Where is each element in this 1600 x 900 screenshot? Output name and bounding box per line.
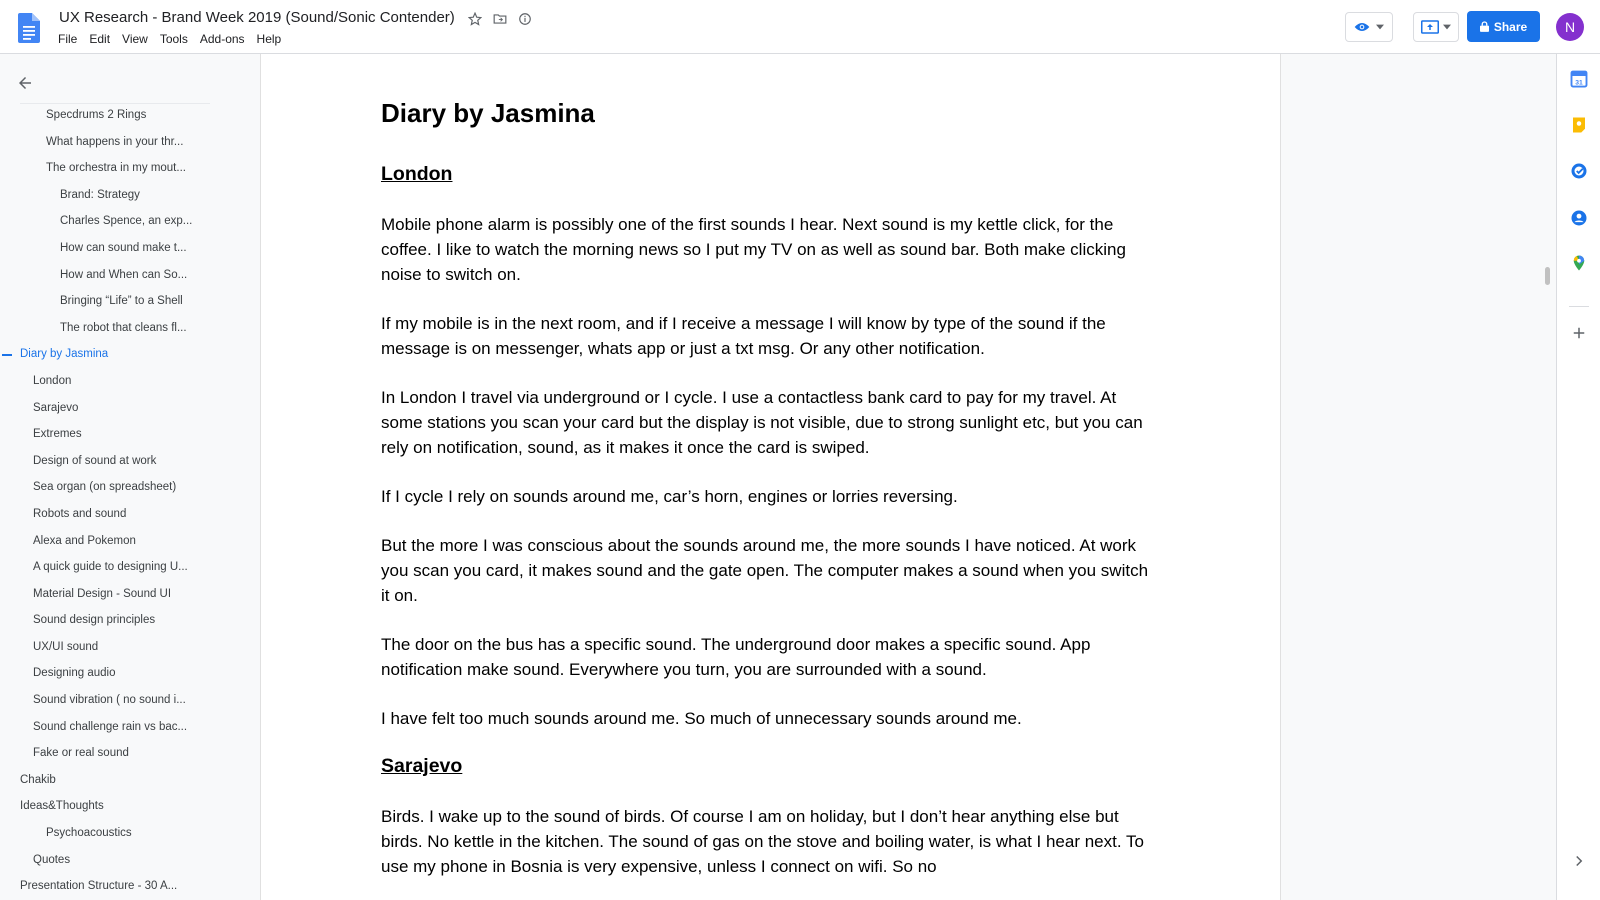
outline-item[interactable]: Material Design - Sound UI <box>33 587 172 600</box>
move-folder-icon[interactable] <box>491 10 509 28</box>
outline-item[interactable]: Chakib <box>20 773 56 786</box>
contacts-icon[interactable] <box>1570 209 1588 227</box>
menu-add-ons[interactable]: Add-ons <box>199 32 245 46</box>
outline-item[interactable]: How can sound make t... <box>60 241 187 254</box>
outline-item[interactable]: How and When can So... <box>60 268 188 281</box>
outline-item[interactable]: Diary by Jasmina <box>0 341 258 368</box>
outline-item[interactable]: Sound challenge rain vs bac... <box>33 720 188 733</box>
outline-item[interactable]: Sea organ (on spreadsheet) <box>33 481 177 494</box>
share-label: Share <box>1493 19 1528 34</box>
outline-item[interactable]: Quotes <box>33 853 71 866</box>
outline-item[interactable]: Designing audio <box>33 667 116 680</box>
share-button[interactable] <box>1467 11 1540 42</box>
outline-item[interactable]: Extremes <box>33 428 82 441</box>
maps-icon[interactable] <box>1570 254 1588 272</box>
keep-icon[interactable] <box>1570 116 1588 134</box>
outline-item[interactable]: Bringing “Life” to a Shell <box>60 295 183 308</box>
outline-item[interactable]: Sound design principles <box>33 614 156 627</box>
svg-text:31: 31 <box>1575 79 1583 87</box>
present-icon <box>1421 20 1439 34</box>
menu-bar <box>58 32 293 46</box>
present-button[interactable] <box>1413 12 1459 42</box>
outline-item[interactable]: The orchestra in my mout... <box>46 162 186 175</box>
outline-item[interactable]: Robots and sound <box>33 507 127 520</box>
outline-item[interactable]: Alexa and Pokemon <box>33 534 136 547</box>
star-icon[interactable] <box>466 10 484 28</box>
document-outline <box>0 54 258 900</box>
section-heading-sarajevo: Sarajevo <box>381 755 463 777</box>
docs-logo-icon[interactable] <box>18 13 40 43</box>
document-title[interactable]: UX Research - Brand Week 2019 (Sound/Sonic Contender) <box>59 9 455 26</box>
account-avatar[interactable]: N <box>1556 13 1584 41</box>
chevron-right-icon[interactable] <box>1570 852 1588 870</box>
paragraph: If I cycle I rely on sounds around me, car’s horn, engines or lorries reversing. <box>381 487 958 506</box>
side-panel <box>1556 54 1600 900</box>
outline-item[interactable]: What happens in your thr... <box>46 135 184 148</box>
document-page[interactable] <box>260 54 1281 900</box>
outline-item[interactable]: UX/UI sound <box>33 640 99 653</box>
calendar-icon[interactable] <box>1570 70 1588 88</box>
outline-item[interactable]: Charles Spence, an exp... <box>60 215 193 228</box>
add-icon[interactable] <box>1570 324 1588 342</box>
chevron-down-icon <box>1443 24 1451 30</box>
tasks-icon[interactable] <box>1570 162 1588 180</box>
outline-item[interactable]: Specdrums 2 Rings <box>46 109 147 121</box>
menu-file[interactable]: File <box>58 32 78 46</box>
outline-item[interactable]: Design of sound at work <box>33 454 157 467</box>
outline-item[interactable]: Sound vibration ( no sound i... <box>33 694 186 707</box>
paragraph: If my mobile is in the next room, and if I receive a message I will know by type of the sound if the message is on messenger, whats app or just a txt msg. Or any other notification. <box>381 314 1106 358</box>
paragraph: Birds. I wake up to the sound of birds. Of course I am on holiday, but I don’t hear anything else but birds. No kettle in the kitchen. The sound of gas on the stove and boiling water, is what I hear next. To use my phone in Bosnia is very expensive, unless I connect on wifi. So no <box>381 807 1144 876</box>
paragraph: In London I travel via underground or I cycle. I use a contactless bank card to pay for my travel. At some stations you scan your card but the display is not visible, due to strong sunlight etc, but you can rely on notification, sound, as it makes it once the card is swiped. <box>381 388 1143 457</box>
top-bar <box>0 0 1600 54</box>
lock-icon <box>1480 21 1489 32</box>
eye-icon <box>1354 21 1370 33</box>
outline-item[interactable]: Psychoacoustics <box>46 827 132 840</box>
outline-item[interactable]: The robot that cleans fl... <box>60 321 187 334</box>
document-heading: Diary by Jasmina <box>381 98 595 128</box>
scrollbar-thumb[interactable] <box>1545 267 1550 285</box>
menu-view[interactable]: View <box>122 32 148 46</box>
outline-item[interactable]: Sarajevo <box>33 401 79 414</box>
outline-item[interactable]: A quick guide to designing U... <box>33 561 188 574</box>
section-heading-london: London <box>381 163 453 185</box>
chevron-down-icon <box>1376 24 1384 30</box>
side-panel-divider <box>1569 306 1589 307</box>
viewing-mode-button[interactable] <box>1345 12 1393 42</box>
outline-item[interactable]: Ideas&Thoughts <box>20 800 104 813</box>
menu-tools[interactable]: Tools <box>159 32 188 46</box>
paragraph: But the more I was conscious about the sounds around me, the more sounds I have noticed. At work you scan you card, it makes sound and the gate open. The computer makes a sound when you switch it on. <box>381 536 1149 605</box>
document-status-icon[interactable] <box>516 10 534 28</box>
outline-item[interactable]: Brand: Strategy <box>60 188 140 201</box>
paragraph: Mobile phone alarm is possibly one of the first sounds I hear. Next sound is my kettle click, for the coffee. I like to watch the morning news so I put my TV on as well as sound bar. Both make clicking noise to switch on. <box>381 215 1126 284</box>
outline-item[interactable]: Presentation Structure - 30 A... <box>20 880 178 893</box>
menu-help[interactable]: Help <box>256 32 282 46</box>
outline-item[interactable]: Fake or real sound <box>33 747 129 760</box>
document-canvas <box>258 54 1556 900</box>
menu-edit[interactable]: Edit <box>89 32 111 46</box>
paragraph: The door on the bus has a specific sound. The underground door makes a specific sound. App notification make sound. Everywhere you turn, you are surrounded with a sound. <box>381 635 1091 679</box>
document-content <box>381 98 1161 900</box>
outline-item[interactable]: London <box>33 374 72 387</box>
paragraph: I have felt too much sounds around me. So much of unnecessary sounds around me. <box>381 709 1022 728</box>
back-arrow-icon[interactable] <box>16 74 34 92</box>
outline-list <box>0 102 258 900</box>
